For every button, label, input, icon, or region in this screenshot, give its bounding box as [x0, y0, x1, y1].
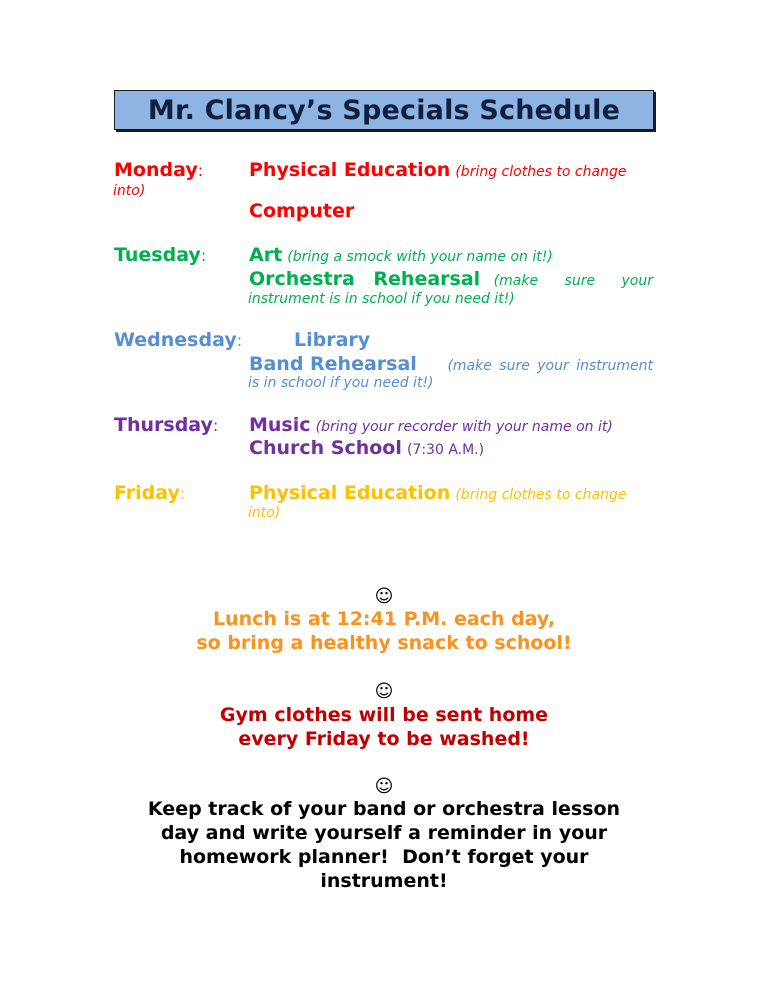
- thursday-note-1: (bring your recorder with your name on it): [315, 419, 613, 435]
- reminder-message: [0, 797, 768, 893]
- tuesday-colon: :: [200, 246, 207, 265]
- tuesday-subject-1-name: Art: [249, 244, 283, 266]
- gym-line-1: Gym clothes will be sent home: [219, 704, 549, 726]
- lunch-line-1: Lunch is at 12:41 P.M. each day,: [212, 608, 556, 630]
- monday-subject-2: Computer: [249, 200, 355, 222]
- friday-colon: :: [179, 484, 186, 503]
- lunch-line-2: so bring a healthy snack to school!: [196, 632, 572, 654]
- friday-subject-1-name: Physical Education: [249, 482, 451, 504]
- friday-note-1-line-2: into): [248, 505, 281, 521]
- thursday-subject-2: [249, 437, 484, 459]
- lunch-message: [0, 607, 768, 655]
- wednesday-subject-2-row: [249, 353, 653, 375]
- gym-line-2: every Friday to be washed!: [238, 728, 530, 750]
- thursday-note-2: (7:30 A.M.): [406, 442, 485, 458]
- tuesday-day: Tuesday: [114, 244, 201, 266]
- monday-subject-1: [249, 159, 626, 181]
- tuesday-note-2-line-1: (make sure your: [493, 273, 653, 289]
- monday-note-1-line-2: into): [113, 183, 146, 199]
- gym-message: [0, 703, 768, 751]
- reminder-line-3: homework planner! Don’t forget your: [179, 846, 589, 868]
- reminder-line-2: day and write yourself a reminder in your: [160, 822, 608, 844]
- wednesday-label: [114, 329, 242, 351]
- thursday-subject-2-name: Church School: [249, 437, 402, 459]
- wednesday-subject-2: Band Rehearsal: [249, 353, 417, 375]
- monday-note-1-line-1: (bring clothes to change: [455, 164, 627, 180]
- thursday-label: [114, 414, 218, 436]
- wednesday-day: Wednesday: [114, 329, 237, 351]
- title-box: [114, 90, 654, 130]
- wednesday-colon: :: [236, 331, 243, 350]
- wednesday-note-2-line-1: (make sure your instrument: [447, 358, 653, 374]
- page-title: Mr. Clancy’s Specials Schedule: [147, 94, 621, 126]
- tuesday-note-2-line-2: instrument is in school if you need it!): [248, 291, 515, 307]
- friday-subject-1: [249, 482, 626, 504]
- reminder-line-1: Keep track of your band or orchestra lesson: [147, 798, 621, 820]
- thursday-subject-1-name: Music: [249, 414, 311, 436]
- friday-day: Friday: [114, 482, 180, 504]
- smiley-icon: ☺: [374, 681, 394, 702]
- monday-label: [114, 159, 203, 181]
- reminder-line-4: instrument!: [320, 870, 448, 892]
- thursday-colon: :: [212, 416, 219, 435]
- wednesday-subject-1: Library: [294, 329, 371, 351]
- tuesday-note-1: (bring a smock with your name on it!): [287, 249, 553, 265]
- smiley-icon: ☺: [374, 776, 394, 797]
- tuesday-subject-2: Orchestra Rehearsal: [249, 268, 481, 290]
- tuesday-label: [114, 244, 206, 266]
- monday-colon: :: [197, 161, 204, 180]
- monday-subject-1-name: Physical Education: [249, 159, 451, 181]
- smiley-icon: ☺: [374, 586, 394, 607]
- tuesday-subject-2-row: [249, 268, 653, 290]
- tuesday-subject-1: [249, 244, 553, 266]
- friday-note-1-line-1: (bring clothes to change: [455, 487, 627, 503]
- friday-label: [114, 482, 185, 504]
- thursday-subject-1: [249, 414, 613, 436]
- monday-day: Monday: [114, 159, 198, 181]
- thursday-day: Thursday: [114, 414, 213, 436]
- wednesday-note-2-line-2: is in school if you need it!): [248, 375, 434, 391]
